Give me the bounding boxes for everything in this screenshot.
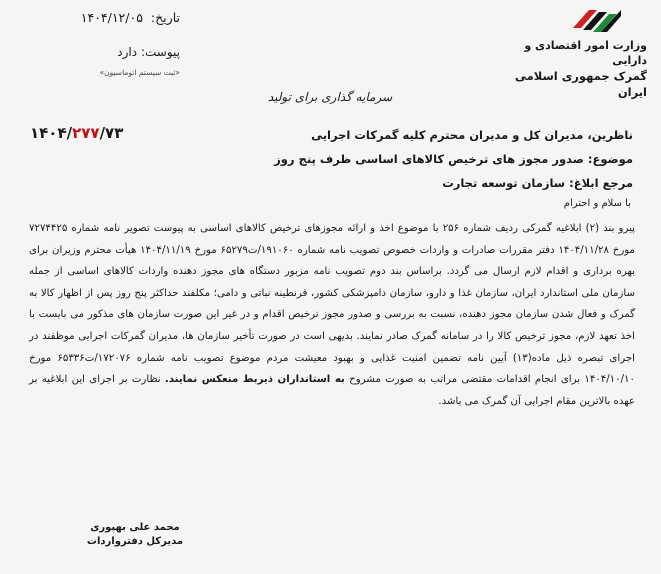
attachment-row: [60, 45, 180, 59]
ref-middle: ۲۷۷: [72, 124, 100, 142]
letter-body: [29, 218, 635, 412]
subject-row: [274, 152, 633, 166]
customs-name: گمرک جمهوری اسلامی ایران: [514, 69, 647, 99]
authority-row: [442, 176, 633, 190]
ministry-name: وزارت امور اقتصادی و دارایی: [524, 39, 647, 67]
body-part2: نظارت بر اجرای این ابلاغیه بر عهده بالاترین مقام اجرایی آن گمرک می باشد.: [29, 374, 635, 407]
date-label: تاریخ:: [150, 10, 180, 25]
customs-logo: [571, 6, 623, 36]
date-value: ۱۴۰۴/۱۲/۰۵: [80, 10, 143, 25]
reference-number: [30, 124, 123, 142]
signer-name: محمد علی بهپوری: [90, 522, 180, 533]
subject-text: صدور مجوز های ترخیص کالاهای اساسی ظرف پنج روز: [274, 152, 584, 166]
ministry-header: [487, 38, 647, 100]
body-bold-part: به استانداران ذیربط منعکس نمایند.: [164, 374, 345, 386]
salutation: با سلام و احترام: [563, 198, 631, 209]
ref-prefix: ۱۴۰۴/: [30, 124, 73, 142]
body-part1: پیرو بند (۲) ابلاغیه گمرکی ردیف شماره ۲۵۶ با موضوع اخذ و ارائه مجوزهای ترخیص کالاهای اساسی به پیوست تصویر نامه شماره ۷۲۷۴۴۲۵ مورخ ۱۴۰۴/۱۱/۲۸ دفتر مقررات صادرات و واردات خصوص تصویب نامه شماره ۱۹۱۰۶۰/ت۶۵۲۷۹ مورخ ۱۴۰۴/۱۱/۱۹ هیأت محترم وزیران برای بهره برداری و اقدام لازم ارسال می گردد. براساس بند دوم تصویب نامه مزبور دستگاه های مجوز دهنده واردات کالاهای اساسی از جمله سازمان ملی استاندارد ایران، سازمان غذا و دارو، سازمان دامپزشکی کشور، قرنطینه نباتی و دامی؛ مکلفند حداکثر پنج روز پس از اظهار کالا به گمرک و فعال شدن سازمان مجوز دهنده، نسبت به بررسی و صدور مجوز ترخیص اقدام و در غیر این صورت سازمان های مذکور می بایست با اخذ تعهد لازم، مجوز ترخیص کالا را در سامانه گمرک صادر نمایند. بدیهی است در صورت تأخیر سازمان ها، مدیران گمرکات اجرایی موظفند در اجرای تبصره ذیل ماده(۱۳) آیین نامه تضمین امنیت غذایی و بهبود معیشت مردم موضوع تصویب نامه شماره ۱۷۲۰۷۶/ت۶۵۳۳۶ مورخ ۱۴۰۴/۱۰/۱۰ برای انجام اقدامات مقتضی مراتب به صورت مشروح: [29, 223, 635, 386]
authority-text: سازمان توسعه تجارت: [442, 176, 566, 190]
slogan: سرمایه گذاری برای تولید: [267, 90, 393, 104]
authority-label: مرجع ابلاغ:: [569, 176, 633, 190]
signer-title: مدیرکل دفترواردات: [86, 536, 184, 547]
date-row: [30, 10, 180, 25]
ref-suffix: /۷۳: [99, 124, 124, 142]
recipients: ناظرین، مدیران کل و مدیران محترم کلیه گمرکات اجرایی: [311, 128, 633, 142]
attachment-value: دارد: [117, 45, 138, 59]
signature-block: [75, 521, 195, 549]
attachment-note: «ثبت سیستم اتوماسیون»: [99, 68, 180, 77]
attachment-label: پیوست:: [140, 45, 180, 59]
subject-label: موضوع:: [587, 152, 633, 166]
